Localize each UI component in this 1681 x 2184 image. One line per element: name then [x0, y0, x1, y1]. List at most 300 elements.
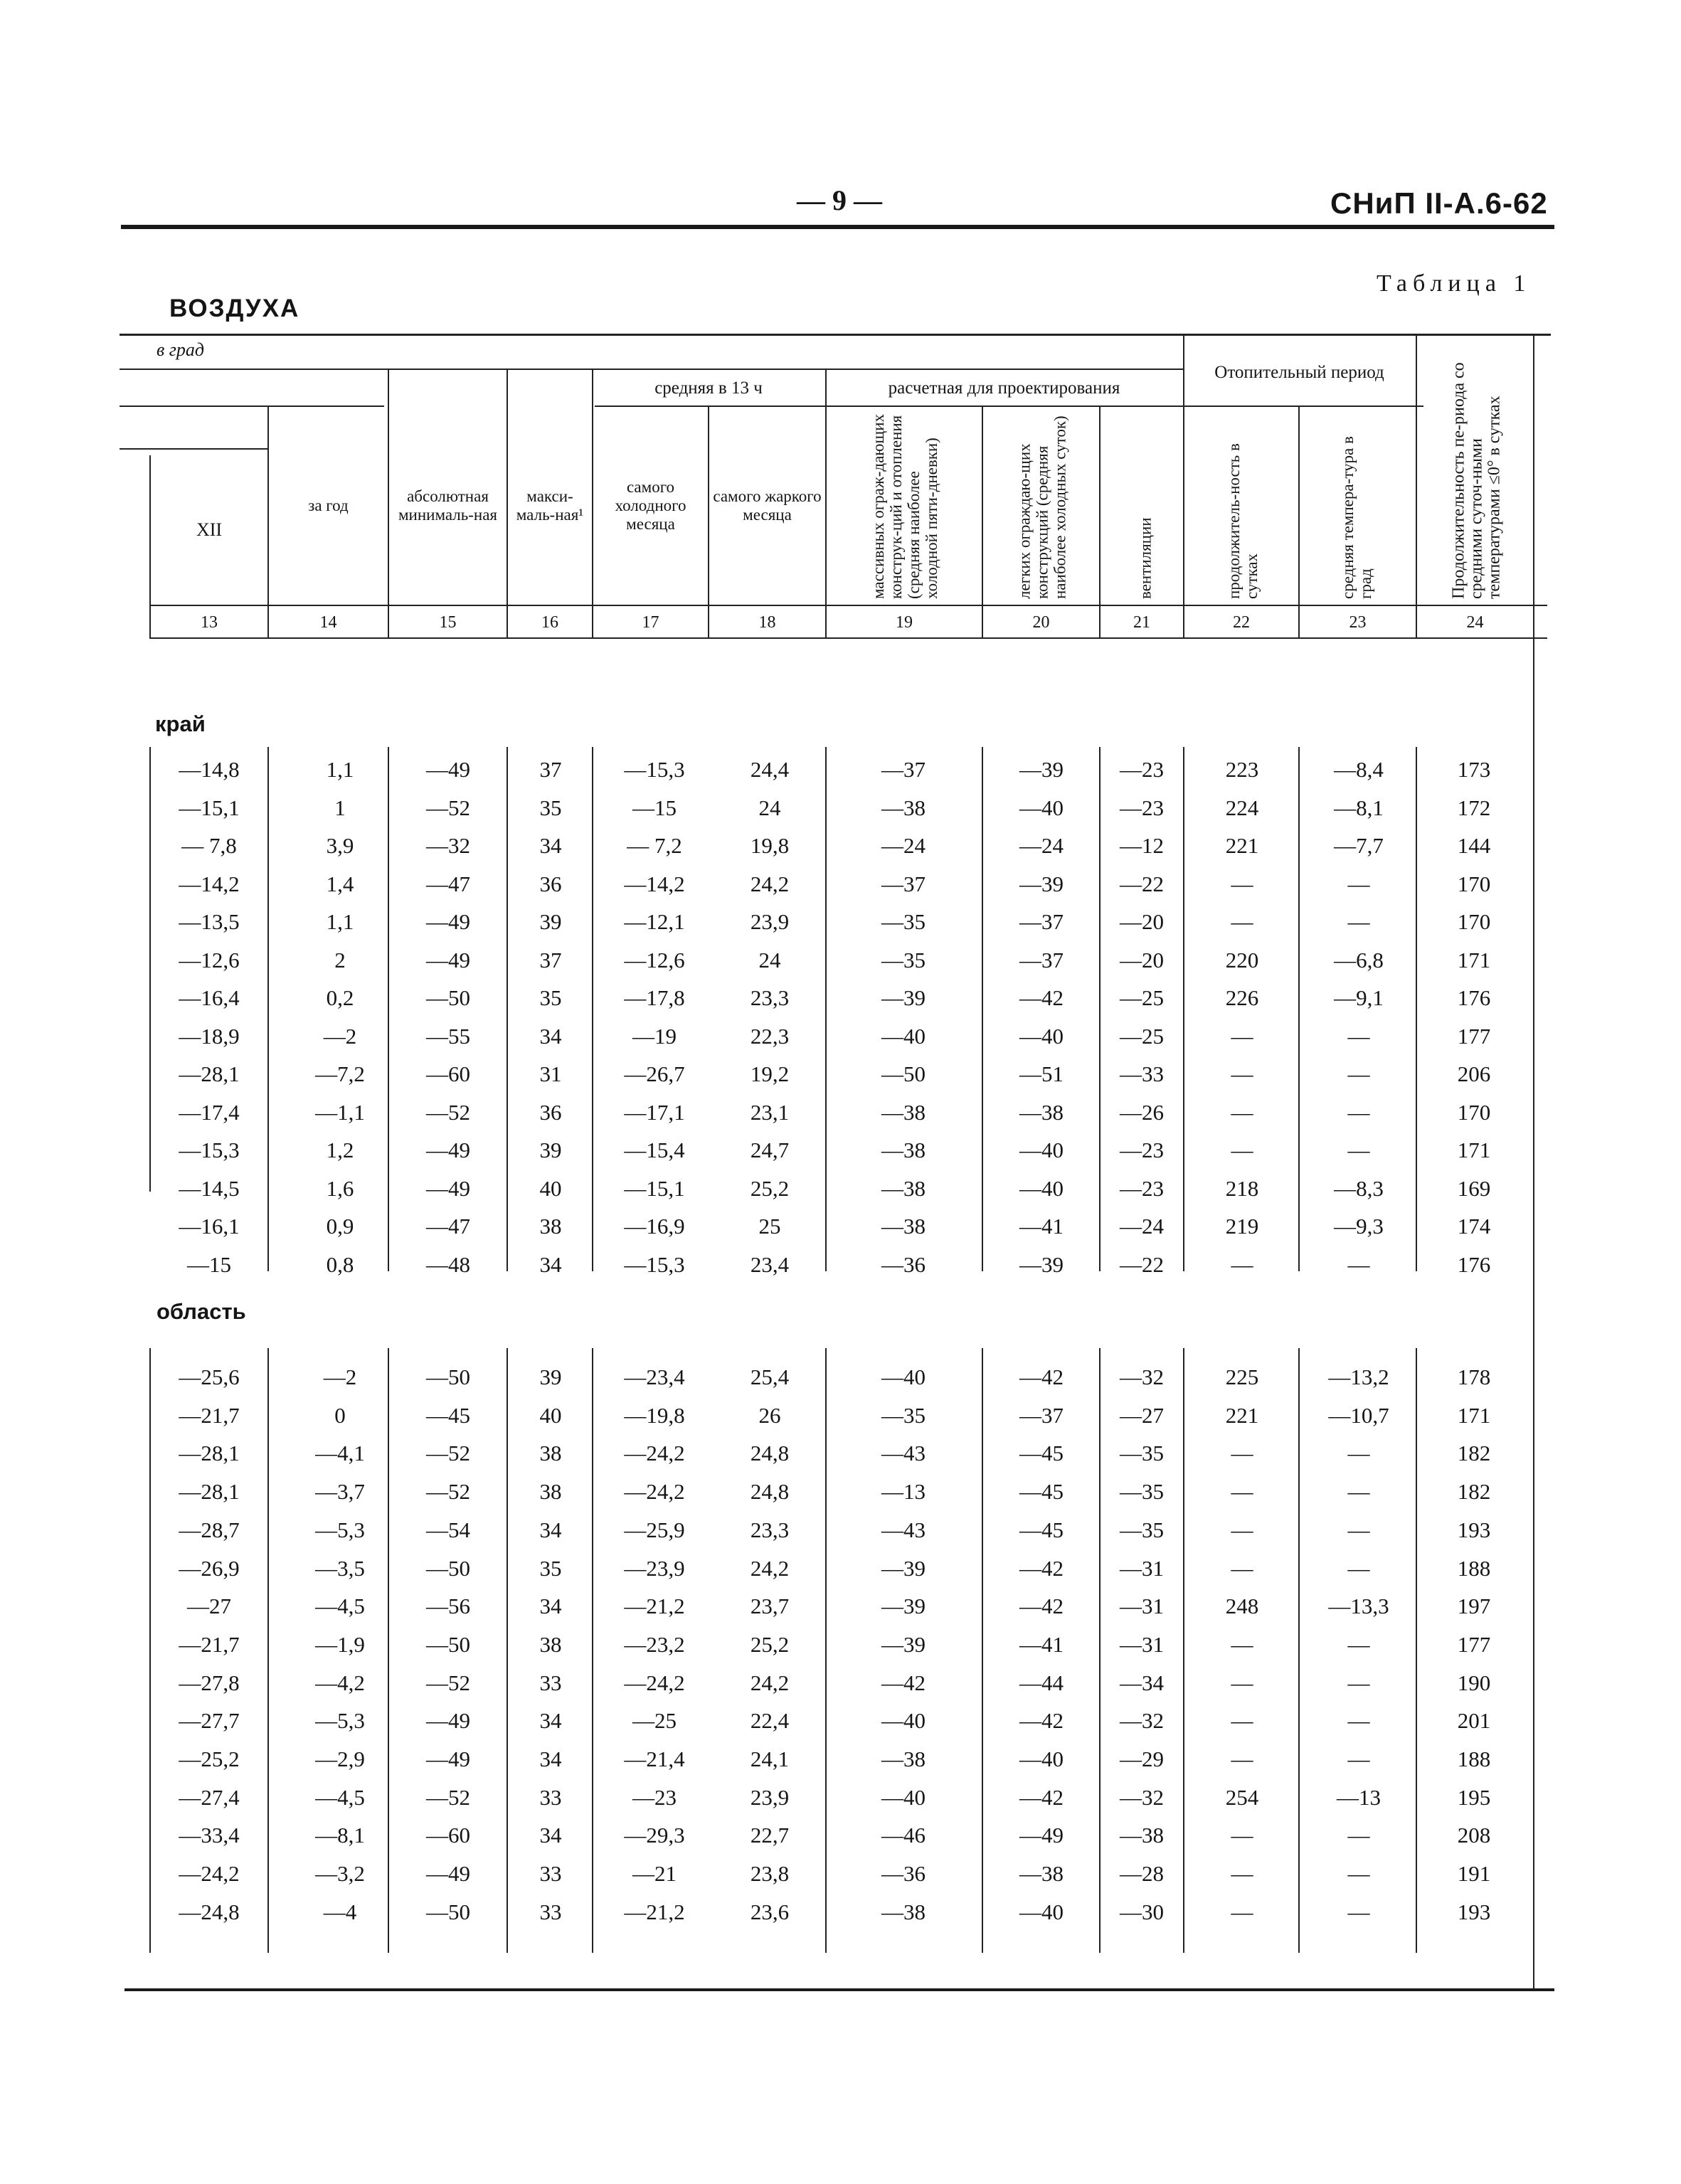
- table-cell: 34: [539, 1746, 562, 1771]
- table-cell: —2: [323, 1023, 357, 1049]
- table-cell: 220: [1225, 947, 1259, 972]
- table-cell: 33: [539, 1861, 562, 1887]
- table-cell: —50: [426, 985, 470, 1010]
- table-cell: —: [1231, 1061, 1253, 1086]
- table-cell: —39: [1019, 871, 1064, 896]
- column-divider: [267, 1348, 269, 1953]
- table-cell: —28,1: [179, 1479, 240, 1505]
- table-cell: 0,9: [326, 1214, 354, 1239]
- table-cell: —40: [1019, 1899, 1064, 1924]
- table-cell: 24,2: [750, 871, 790, 896]
- table-cell: 176: [1457, 1251, 1491, 1277]
- table-cell: —40: [1019, 1023, 1064, 1049]
- table-cell: —48: [426, 1251, 470, 1277]
- table-cell: —28,1: [179, 1061, 240, 1086]
- table-cell: —: [1231, 1023, 1253, 1049]
- table-cell: —39: [1019, 757, 1064, 782]
- table-cell: —43: [881, 1441, 926, 1466]
- table-cell: 24,8: [750, 1479, 790, 1505]
- table-cell: —23,2: [624, 1631, 685, 1657]
- table-cell: —28: [1120, 1861, 1164, 1887]
- table-cell: —42: [1019, 1784, 1064, 1810]
- table-cell: 37: [539, 947, 562, 972]
- column-number: 18: [758, 613, 776, 632]
- table-cell: 172: [1457, 795, 1491, 820]
- table-cell: —32: [1120, 1784, 1164, 1810]
- table-cell: —27,4: [179, 1784, 240, 1810]
- col-header-18: самого жаркого месяца: [713, 487, 822, 524]
- column-divider: [507, 747, 508, 1271]
- table-cell: —54: [426, 1517, 470, 1542]
- table-cell: —31: [1120, 1594, 1164, 1619]
- table-cell: 37: [539, 757, 562, 782]
- column-divider: [592, 747, 593, 1271]
- table-cell: —: [1231, 1138, 1253, 1162]
- table-cell: 23,9: [750, 909, 790, 934]
- table-cell: —23: [1120, 1138, 1164, 1162]
- table-cell: 34: [539, 1823, 562, 1848]
- page-number: — 9 —: [797, 184, 882, 216]
- table-cell: —42: [1019, 985, 1064, 1010]
- table-cell: —26,9: [179, 1555, 240, 1581]
- table-cell: —60: [426, 1823, 470, 1848]
- table-cell: 23,6: [750, 1899, 790, 1924]
- table-cell: —15: [187, 1251, 231, 1277]
- table-cell: —24: [1120, 1214, 1164, 1239]
- column-divider: [1099, 407, 1101, 639]
- column-number: 20: [1032, 613, 1050, 632]
- table-cell: —12,1: [624, 909, 685, 934]
- table-cell: —: [1347, 1861, 1370, 1887]
- table-cell: 191: [1457, 1861, 1491, 1887]
- column-divider: [267, 747, 269, 1271]
- table-cell: —56: [426, 1594, 470, 1619]
- table-cell: —45: [426, 1402, 470, 1428]
- table-cell: 225: [1225, 1364, 1259, 1389]
- table-cell: —35: [881, 1402, 926, 1428]
- table-cell: —38: [1120, 1823, 1164, 1848]
- table-cell: —27: [1120, 1402, 1164, 1428]
- table-cell: 25: [758, 1214, 781, 1239]
- table-cell: 171: [1457, 1402, 1491, 1428]
- table-cell: —: [1231, 1861, 1253, 1887]
- column-divider: [1416, 1348, 1417, 1953]
- table-cell: 38: [539, 1479, 562, 1505]
- table-cell: 39: [539, 1364, 562, 1389]
- table-cell: 38: [539, 1441, 562, 1466]
- column-number: 24: [1466, 613, 1484, 632]
- table-cell: 24,4: [750, 757, 790, 782]
- table-cell: —40: [1019, 1746, 1064, 1771]
- column-divider: [982, 407, 983, 639]
- table-cell: —: [1347, 1023, 1370, 1049]
- table-cell: 23,7: [750, 1594, 790, 1619]
- column-number: 21: [1133, 613, 1150, 632]
- table-cell: —52: [426, 1441, 470, 1466]
- table-cell: —49: [426, 1708, 470, 1734]
- table-cell: 23,3: [750, 1517, 790, 1542]
- table-cell: —24: [881, 833, 926, 858]
- table-cell: —49: [426, 757, 470, 782]
- table-cell: 201: [1457, 1708, 1491, 1734]
- col-header-19: массивных ограж-дающих конструк-ций и отопления (средняя наиболее холодной пяти-дневки): [869, 413, 940, 599]
- table-cell: —: [1231, 1899, 1253, 1924]
- table-cell: 182: [1457, 1479, 1491, 1505]
- column-number: 16: [541, 613, 558, 632]
- column-divider: [1099, 747, 1101, 1271]
- table-cell: —50: [426, 1555, 470, 1581]
- table-cell: —52: [426, 795, 470, 820]
- table-cell: 254: [1225, 1784, 1259, 1810]
- group-header-heating: Отопительный период: [1214, 363, 1384, 382]
- table-cell: 23,9: [750, 1784, 790, 1810]
- column-number: 23: [1349, 613, 1367, 632]
- column-divider: [1183, 1348, 1184, 1953]
- table-cell: —38: [881, 1138, 926, 1162]
- table-cell: —49: [426, 1861, 470, 1887]
- table-cell: —13,5: [179, 909, 240, 934]
- table-cell: —15,4: [624, 1138, 685, 1162]
- table-cell: —7,7: [1334, 833, 1384, 858]
- table-cell: 34: [539, 1517, 562, 1542]
- table-cell: 1,1: [326, 909, 354, 934]
- table-cell: —13: [881, 1479, 926, 1505]
- table-cell: —36: [881, 1251, 926, 1277]
- table-cell: 34: [539, 1594, 562, 1619]
- table-cell: —: [1347, 1251, 1370, 1277]
- table-cell: —: [1347, 1555, 1370, 1581]
- column-divider: [1416, 747, 1417, 1271]
- col-header-13: XII: [196, 519, 223, 540]
- col-header-24: Продолжительность пе-риода со средними суточ-ными температурами ≤0° в сутках: [1449, 362, 1504, 599]
- table-cell: —12,6: [624, 947, 685, 972]
- table-cell: —25,2: [179, 1746, 240, 1771]
- table-cell: —41: [1019, 1631, 1064, 1657]
- table-cell: 171: [1457, 947, 1491, 972]
- table-cell: —50: [426, 1631, 470, 1657]
- table-cell: 26: [758, 1402, 781, 1428]
- table-label: Таблица 1: [1377, 270, 1532, 297]
- table-cell: —42: [1019, 1364, 1064, 1389]
- table-cell: —15,1: [624, 1175, 685, 1201]
- table-cell: —16,9: [624, 1214, 685, 1239]
- table-cell: —20: [1120, 947, 1164, 972]
- table-cell: 38: [539, 1631, 562, 1657]
- col-header-20: легких ограждаю-щих конструкций (средняя наиболее холодных суток): [1015, 415, 1069, 599]
- table-cell: —39: [1019, 1251, 1064, 1277]
- table-cell: 23,3: [750, 985, 790, 1010]
- table-cell: —: [1347, 909, 1370, 934]
- column-divider: [149, 1348, 151, 1953]
- table-cell: —4,5: [315, 1784, 365, 1810]
- table-cell: —: [1347, 1441, 1370, 1466]
- table-cell: —3,2: [315, 1861, 365, 1887]
- table-cell: 208: [1457, 1823, 1491, 1848]
- table-cell: —: [1347, 1708, 1370, 1734]
- table-cell: 1,6: [326, 1175, 354, 1201]
- table-cell: —13,3: [1328, 1594, 1389, 1619]
- table-cell: —31: [1120, 1631, 1164, 1657]
- table-cell: —28,7: [179, 1517, 240, 1542]
- table-cell: —21,7: [179, 1402, 240, 1428]
- table-cell: —38: [881, 1214, 926, 1239]
- table-cell: —: [1347, 1670, 1370, 1695]
- table-cell: —42: [881, 1670, 926, 1695]
- column-number: 15: [439, 613, 457, 632]
- table-cell: —: [1231, 1746, 1253, 1771]
- table-cell: —32: [426, 833, 470, 858]
- table-cell: —47: [426, 871, 470, 896]
- table-cell: —40: [1019, 1138, 1064, 1162]
- column-divider: [592, 1348, 593, 1953]
- table-cell: —27,7: [179, 1708, 240, 1734]
- table-cell: —46: [881, 1823, 926, 1848]
- table-cell: —43: [881, 1517, 926, 1542]
- table-cell: —2: [323, 1364, 357, 1389]
- table-cell: —8,1: [1334, 795, 1384, 820]
- table-cell: 25,2: [750, 1175, 790, 1201]
- table-cell: —50: [426, 1364, 470, 1389]
- table-cell: —49: [426, 1175, 470, 1201]
- table-cell: —29: [1120, 1746, 1164, 1771]
- table-cell: —49: [426, 1746, 470, 1771]
- region-label: край: [155, 711, 206, 736]
- column-divider: [982, 747, 983, 1271]
- units-label: в град: [157, 339, 205, 360]
- table-cell: 34: [539, 833, 562, 858]
- table-cell: —: [1347, 1631, 1370, 1657]
- table-cell: 25,4: [750, 1364, 790, 1389]
- table-cell: 0,8: [326, 1251, 354, 1277]
- table-cell: —: [1231, 1555, 1253, 1581]
- table-cell: 40: [539, 1402, 562, 1428]
- table-cell: —4,2: [315, 1670, 365, 1695]
- section-title: ВОЗДУХА: [169, 295, 300, 322]
- table-cell: —50: [426, 1899, 470, 1924]
- table-cell: —31: [1120, 1555, 1164, 1581]
- table-cell: —3,7: [315, 1479, 365, 1505]
- table-cell: 0: [334, 1402, 346, 1428]
- table-cell: —40: [881, 1784, 926, 1810]
- table-cell: 22,3: [750, 1023, 790, 1049]
- table-cell: —25,6: [179, 1364, 240, 1389]
- table-cell: —55: [426, 1023, 470, 1049]
- table-cell: 3,9: [326, 833, 354, 858]
- table-cell: —35: [1120, 1479, 1164, 1505]
- table-cell: 40: [539, 1175, 562, 1201]
- table-cell: —6,8: [1334, 947, 1384, 972]
- table-cell: 39: [539, 909, 562, 934]
- table-cell: —17,1: [624, 1099, 685, 1125]
- table-cell: —14,5: [179, 1175, 240, 1201]
- table-cell: 24: [758, 795, 781, 820]
- table-cell: —12,6: [179, 947, 240, 972]
- table-cell: —3,5: [315, 1555, 365, 1581]
- table-cell: —15,3: [624, 1251, 685, 1277]
- table-cell: —50: [881, 1061, 926, 1086]
- column-number: 19: [896, 613, 913, 632]
- table-cell: —35: [1120, 1441, 1164, 1466]
- table-cell: —21: [632, 1861, 677, 1887]
- table-cell: —5,3: [315, 1517, 365, 1542]
- table-cell: —26: [1120, 1099, 1164, 1125]
- table-cell: — 7,2: [627, 833, 682, 858]
- table-cell: —5,3: [315, 1708, 365, 1734]
- table-cell: 35: [539, 985, 562, 1010]
- table-cell: 23,8: [750, 1861, 790, 1887]
- table-cell: —9,1: [1334, 985, 1384, 1010]
- table-cell: 226: [1225, 985, 1259, 1010]
- col-header-15: абсолютная минималь-ная: [398, 487, 497, 524]
- column-divider: [149, 747, 151, 1192]
- column-number: 13: [201, 613, 218, 632]
- document-code: СНиП II-А.6-62: [1330, 186, 1548, 220]
- table-cell: —9,3: [1334, 1214, 1384, 1239]
- table-cell: —18,9: [179, 1023, 240, 1049]
- column-divider: [1183, 747, 1184, 1271]
- table-cell: —35: [881, 909, 926, 934]
- table-cell: —37: [1019, 947, 1064, 972]
- group-header-mean-13h: средняя в 13 ч: [654, 378, 763, 398]
- table-cell: —49: [426, 947, 470, 972]
- table-cell: 23,1: [750, 1099, 790, 1125]
- column-divider: [1298, 1348, 1300, 1953]
- table-cell: 35: [539, 1555, 562, 1581]
- table-cell: —10,7: [1328, 1402, 1389, 1428]
- table-cell: —52: [426, 1099, 470, 1125]
- header-rule: [149, 637, 1547, 639]
- table-cell: 188: [1457, 1555, 1491, 1581]
- table-cell: —42: [1019, 1594, 1064, 1619]
- table-cell: —51: [1019, 1061, 1064, 1086]
- table-cell: 39: [539, 1138, 562, 1162]
- table-cell: —20: [1120, 909, 1164, 934]
- table-cell: —14,8: [179, 757, 240, 782]
- table-cell: —52: [426, 1479, 470, 1505]
- table-cell: —52: [426, 1670, 470, 1695]
- table-cell: —45: [1019, 1517, 1064, 1542]
- table-cell: —: [1347, 1061, 1370, 1086]
- table-cell: —40: [881, 1708, 926, 1734]
- table-cell: —42: [1019, 1708, 1064, 1734]
- table-cell: —30: [1120, 1899, 1164, 1924]
- table-cell: 221: [1225, 1402, 1259, 1428]
- table-cell: —13: [1337, 1784, 1381, 1810]
- table-cell: —: [1347, 1138, 1370, 1162]
- table-cell: 1,4: [326, 871, 354, 896]
- table-cell: —38: [1019, 1861, 1064, 1887]
- table-cell: 206: [1457, 1061, 1491, 1086]
- table-cell: 193: [1457, 1517, 1491, 1542]
- col-header-17: самого холодного месяца: [615, 478, 686, 533]
- table-cell: 24,2: [750, 1670, 790, 1695]
- header-rule: [1183, 405, 1423, 407]
- table-cell: 169: [1457, 1175, 1491, 1201]
- table-cell: —24,2: [624, 1441, 685, 1466]
- table-cell: —38: [881, 1899, 926, 1924]
- table-cell: —19,8: [624, 1402, 685, 1428]
- table-cell: —2,9: [315, 1746, 365, 1771]
- table-cell: —60: [426, 1061, 470, 1086]
- table-cell: —15: [632, 795, 677, 820]
- table-cell: 23,4: [750, 1251, 790, 1277]
- table-cell: —42: [1019, 1555, 1064, 1581]
- table-cell: —23: [1120, 1175, 1164, 1201]
- column-divider: [507, 1348, 508, 1953]
- top-rule: [121, 225, 1554, 229]
- table-cell: —49: [1019, 1823, 1064, 1848]
- table-cell: —38: [881, 1746, 926, 1771]
- table-cell: 34: [539, 1251, 562, 1277]
- column-divider: [1298, 747, 1300, 1271]
- table-cell: —1,9: [315, 1631, 365, 1657]
- table-cell: 35: [539, 795, 562, 820]
- table-cell: —: [1347, 1099, 1370, 1125]
- table-cell: 177: [1457, 1631, 1491, 1657]
- table-cell: 1: [334, 795, 346, 820]
- table-cell: —1,1: [315, 1099, 365, 1125]
- table-cell: 223: [1225, 757, 1259, 782]
- table-cell: 182: [1457, 1441, 1491, 1466]
- table-cell: —: [1231, 1708, 1253, 1734]
- table-cell: —37: [1019, 909, 1064, 934]
- table-cell: —37: [1019, 1402, 1064, 1428]
- column-divider: [1298, 407, 1300, 639]
- table-cell: —: [1231, 1670, 1253, 1695]
- table-cell: —8,3: [1334, 1175, 1384, 1201]
- column-divider: [1099, 1348, 1101, 1953]
- table-cell: —: [1231, 1099, 1253, 1125]
- table-cell: —: [1347, 1479, 1370, 1505]
- table-cell: —25: [1120, 1023, 1164, 1049]
- table-cell: 197: [1457, 1594, 1491, 1619]
- table-cell: 170: [1457, 871, 1491, 896]
- table-cell: 170: [1457, 1099, 1491, 1125]
- table-cell: —41: [1019, 1214, 1064, 1239]
- table-cell: 173: [1457, 757, 1491, 782]
- table-cell: 33: [539, 1670, 562, 1695]
- table-cell: —36: [881, 1861, 926, 1887]
- table-cell: —16,4: [179, 985, 240, 1010]
- table-cell: —35: [1120, 1517, 1164, 1542]
- table-cell: —: [1231, 1517, 1253, 1542]
- table-cell: —24,2: [179, 1861, 240, 1887]
- column-number: 22: [1233, 613, 1250, 632]
- table-cell: —22: [1120, 871, 1164, 896]
- table-cell: —: [1347, 1517, 1370, 1542]
- table-cell: —: [1231, 909, 1253, 934]
- table-cell: —: [1231, 871, 1253, 896]
- table-cell: 1,1: [326, 757, 354, 782]
- table-cell: —17,8: [624, 985, 685, 1010]
- table-cell: —4: [323, 1899, 357, 1924]
- table-cell: —8,4: [1334, 757, 1384, 782]
- column-number: 17: [642, 613, 659, 632]
- table-cell: —34: [1120, 1670, 1164, 1695]
- table-cell: —39: [881, 985, 926, 1010]
- table-cell: —39: [881, 1631, 926, 1657]
- table-cell: 177: [1457, 1023, 1491, 1049]
- table-cell: —38: [881, 1099, 926, 1125]
- table-cell: —44: [1019, 1670, 1064, 1695]
- table-cell: —23: [632, 1784, 677, 1810]
- header-rule: [120, 448, 267, 450]
- table-cell: 33: [539, 1784, 562, 1810]
- table-cell: 0,2: [326, 985, 354, 1010]
- table-cell: —23,9: [624, 1555, 685, 1581]
- table-cell: —23,4: [624, 1364, 685, 1389]
- column-number: 14: [319, 613, 337, 632]
